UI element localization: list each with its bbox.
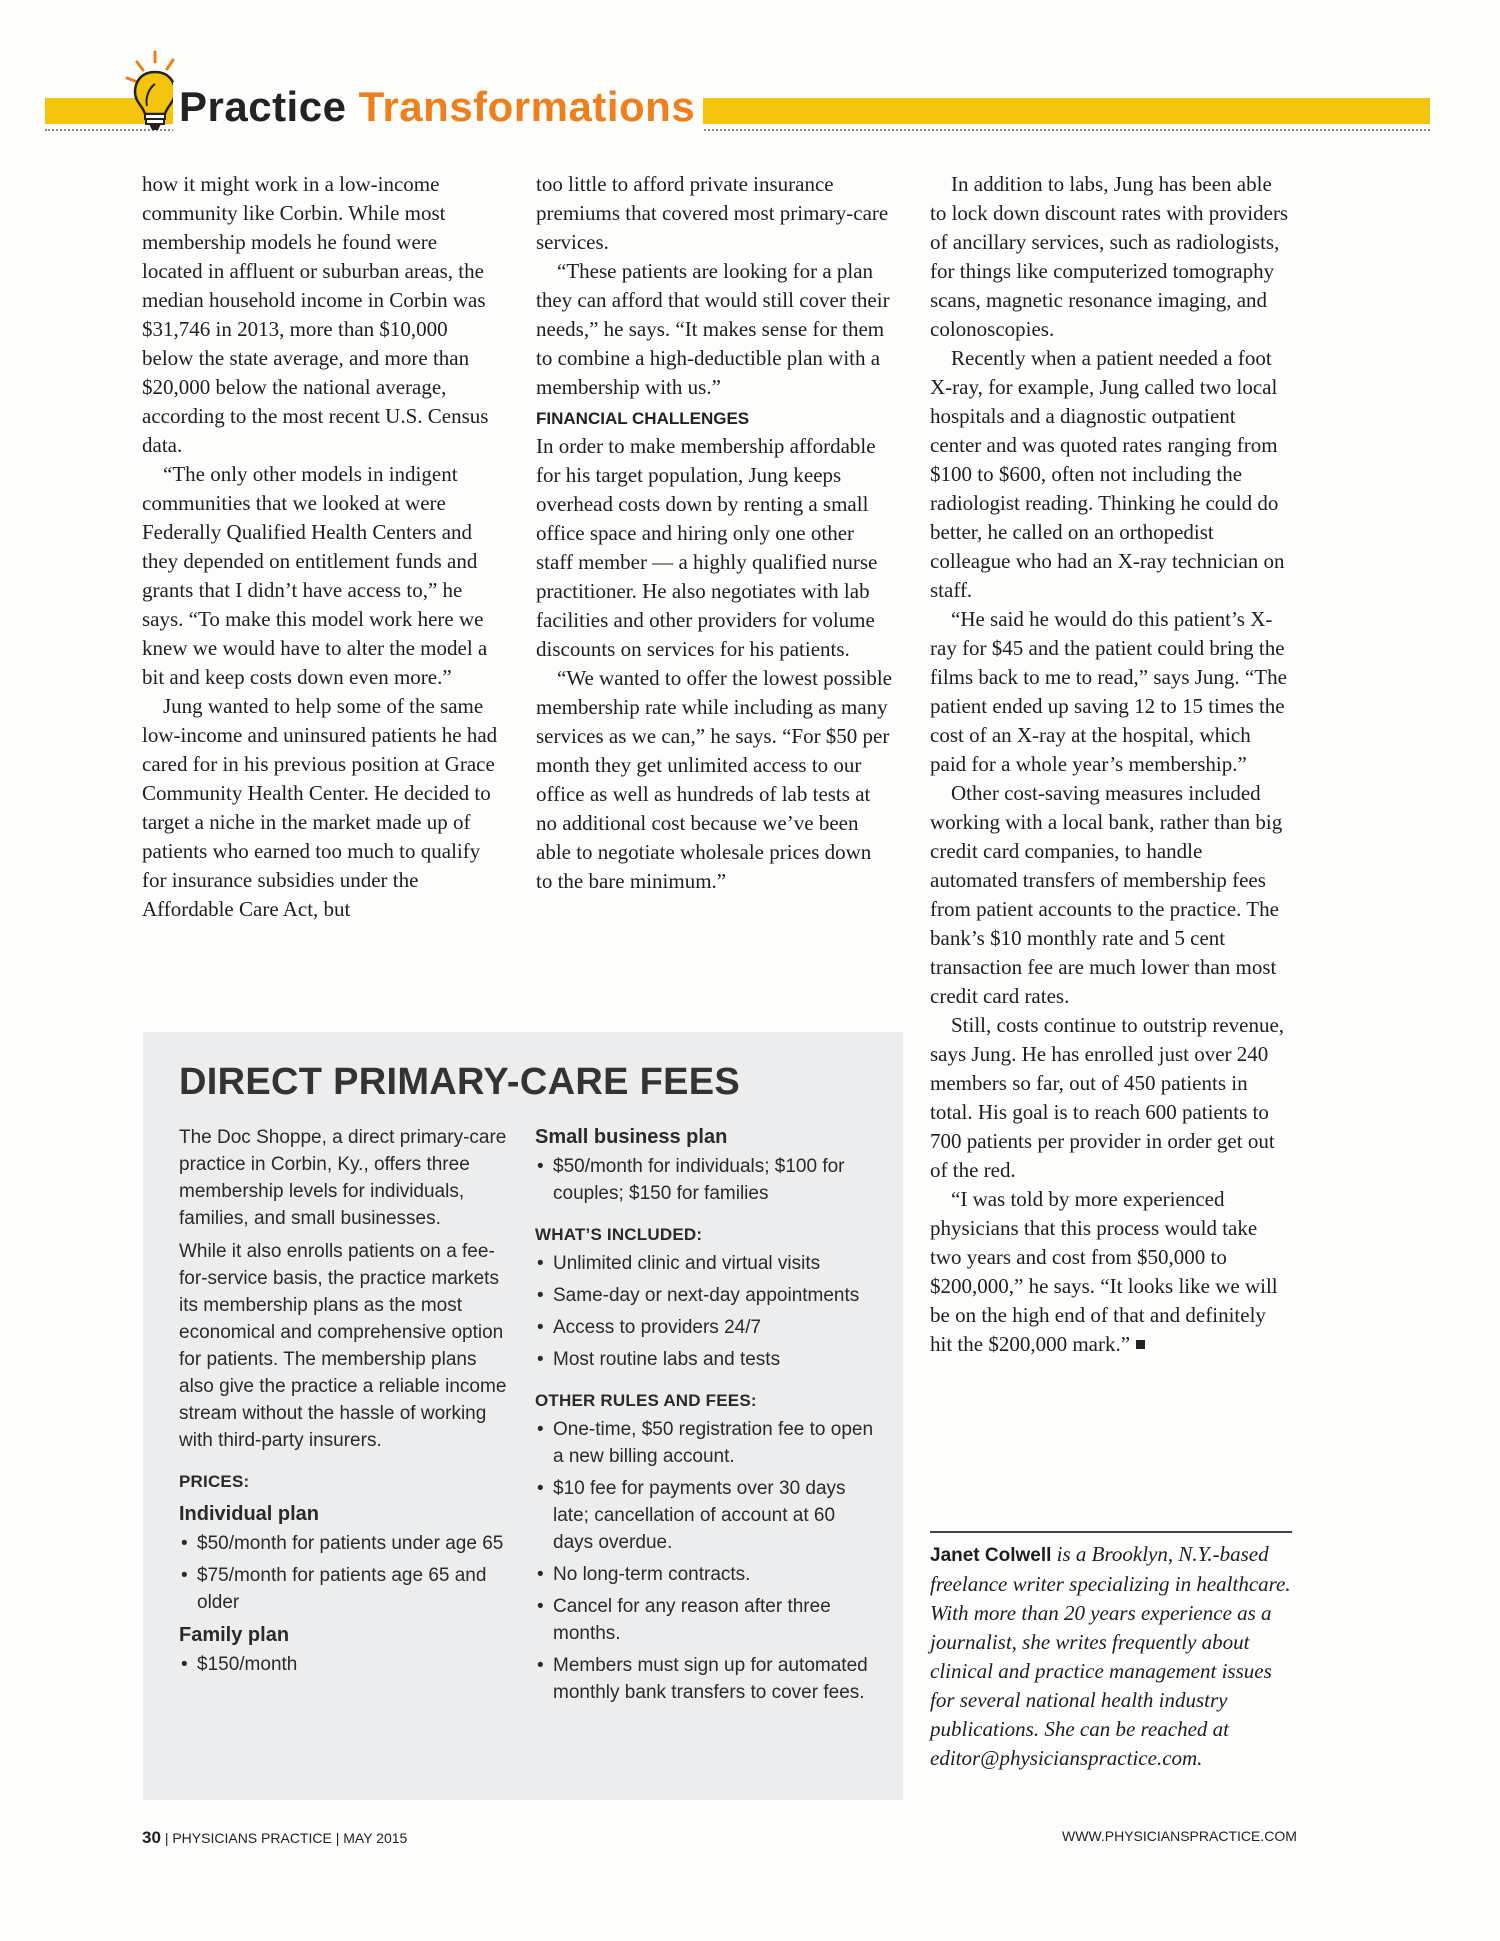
list-item: • Access to providers 24/7 [535, 1314, 880, 1341]
list-item: • $50/month for individuals; $100 for couples; $150 for families [535, 1153, 880, 1207]
article-column-2 [536, 170, 892, 896]
author-bio-text: is a Brooklyn, N.Y.-based freelance writer specializing in healthcare. With more than 20 years experience as a journalist, she writes frequently about clinical and practice management issues for several national health industry publications. She can be reached at editor@physicianspractice.com. [930, 1542, 1291, 1770]
family-plan-list [179, 1651, 509, 1678]
family-plan-title: Family plan [179, 1624, 290, 1646]
bio-divider [930, 1531, 1292, 1533]
individual-plan-title: Individual plan [179, 1503, 320, 1525]
section-title [173, 82, 703, 132]
other-rules-label: OTHER RULES AND FEES: [535, 1391, 757, 1410]
footer-separator: | [164, 1830, 169, 1846]
section-title-part1: Practice [179, 83, 347, 130]
body-paragraph: “The only other models in indigent communities that we looked at were Federally Qualified Health Centers and they depended on entitlement funds and grants that I didn’t have access to,” he says. “To make this model work here we knew we would have to alter the model a bit and keep costs down even more.” [142, 462, 488, 689]
footer-separator: | [335, 1830, 340, 1846]
list-item: • Members must sign up for automated monthly bank transfers to cover fees. [535, 1652, 880, 1706]
list-item: • $150/month [179, 1651, 509, 1678]
issue-date: MAY 2015 [343, 1830, 408, 1846]
body-paragraph: how it might work in a low-income community like Corbin. While most membership models he found were located in affluent or suburban areas, the median household income in Corbin was $31,746 in 2013, more than $10,000 below the state average, and more than $20,000 below the national average, according to the most recent U.S. Census data. [142, 172, 489, 457]
article-column-1 [142, 170, 500, 924]
list-item: • Cancel for any reason after three months. [535, 1593, 880, 1647]
body-paragraph: Still, costs continue to outstrip revenue, says Jung. He has enrolled just over 240 members so far, out of 450 patients in total. His goal is to reach 600 patients to 700 patients per provider in order get out of the red. [930, 1013, 1285, 1182]
list-item: • Most routine labs and tests [535, 1346, 880, 1373]
included-list [535, 1250, 880, 1373]
sidebar-intro-paragraph: While it also enrolls patients on a fee-for-service basis, the practice markets its membership plans as the most economical and comprehensive option for patients. The membership plans also give the practice a reliable income stream without the hassle of working with third-party insurers. [179, 1241, 507, 1451]
body-paragraph: too little to afford private insurance premiums that covered most primary-care services. [536, 172, 889, 254]
list-item: • Same-day or next-day appointments [535, 1282, 880, 1309]
sidebar-right-column [535, 1124, 880, 1711]
body-paragraph: “He said he would do this patient’s X-ray for $45 and the patient could bring the films back to me to read,” says Jung. “The patient ended up saving 12 to 15 times the cost of an X-ray at the hospital, which paid for a whole year’s membership.” [930, 607, 1287, 776]
end-mark-icon [1136, 1340, 1145, 1349]
body-paragraph: Recently when a patient needed a foot X-ray, for example, Jung called two local hospitals and a diagnostic outpatient center and was quoted rates ranging from $100 to $600, often not including the radiologist reading. Thinking he could do better, he called on an orthopedist colleague who had an X-ray technician on staff. [930, 346, 1285, 602]
list-item: • No long-term contracts. [535, 1561, 880, 1588]
sidebar-intro-paragraph: The Doc Shoppe, a direct primary-care practice in Corbin, Ky., offers three membership levels for individuals, families, and small businesses. [179, 1127, 507, 1229]
body-paragraph-text: “I was told by more experienced physicians that this process would take two years and cost from $50,000 to $200,000,” he says. “It looks like we will be on the high end of that and definitely hit the $200,000 mark.” [930, 1187, 1278, 1356]
publication-name: PHYSICIANS PRACTICE [172, 1830, 332, 1846]
small-business-plan-title: Small business plan [535, 1126, 728, 1148]
article-column-3 [930, 170, 1292, 1359]
fees-sidebar [143, 1032, 903, 1800]
sidebar-left-column [179, 1124, 509, 1683]
author-name: Janet Colwell [930, 1545, 1052, 1566]
sidebar-title: DIRECT PRIMARY-CARE FEES [179, 1061, 741, 1103]
body-paragraph: “These patients are looking for a plan they can afford that would still cover their needs,” he says. “It makes sense for them to combine a high-deductible plan with a membership with us.” [536, 259, 890, 399]
individual-plan-list [179, 1530, 509, 1616]
included-label: WHAT’S INCLUDED: [535, 1225, 703, 1244]
author-bio [930, 1540, 1292, 1773]
subhead-financial-challenges: FINANCIAL CHALLENGES [536, 409, 750, 428]
section-title-part2: Transformations [358, 83, 696, 130]
body-paragraph: Other cost-saving measures included working with a local bank, rather than big credit card companies, to handle automated transfers of membership fees from patient accounts to the practice. The bank’s $10 monthly rate and 5 cent transaction fee are much lower than most credit card rates. [930, 781, 1283, 1008]
other-rules-list [535, 1416, 880, 1706]
small-business-plan-list [535, 1153, 880, 1207]
list-item: • Unlimited clinic and virtual visits [535, 1250, 880, 1277]
body-paragraph: “We wanted to offer the lowest possible membership rate while including as many services as we can,” he says. “For $50 per month they get unlimited access to our office as well as hundreds of lab tests at no additional cost because we’ve been able to negotiate wholesale prices down to the bare minimum.” [536, 666, 892, 893]
list-item: • One-time, $50 registration fee to open a new billing account. [535, 1416, 880, 1470]
list-item: • $10 fee for payments over 30 days late; cancellation of account at 60 days overdue. [535, 1475, 880, 1556]
body-paragraph: In addition to labs, Jung has been able to lock down discount rates with providers of ancillary services, such as radiologists, for things like computerized tomography scans, magnetic resonance imaging, and colonoscopies. [930, 172, 1289, 341]
body-paragraph: Jung wanted to help some of the same low-income and uninsured patients he had cared for in his previous position at Grace Community Health Center. He decided to target a niche in the market made up of patients who earned too much to qualify for insurance subsidies under the Affordable Care Act, but [142, 694, 498, 921]
section-header [45, 48, 1430, 138]
prices-label: PRICES: [179, 1472, 250, 1491]
body-paragraph-last [930, 1185, 1292, 1359]
list-item: • $50/month for patients under age 65 [179, 1530, 509, 1557]
page-footer-left [142, 1828, 407, 1848]
list-item: • $75/month for patients age 65 and older [179, 1562, 509, 1616]
page-number: 30 [142, 1828, 161, 1847]
website-url: WWW.PHYSICIANSPRACTICE.COM [1062, 1828, 1297, 1844]
body-paragraph: In order to make membership affordable for his target population, Jung keeps overhead costs down by renting a small office space and hiring only one other staff member — a highly qualified nurse practitioner. He also negotiates with lab facilities and other providers for volume discounts on services for his patients. [536, 434, 878, 661]
